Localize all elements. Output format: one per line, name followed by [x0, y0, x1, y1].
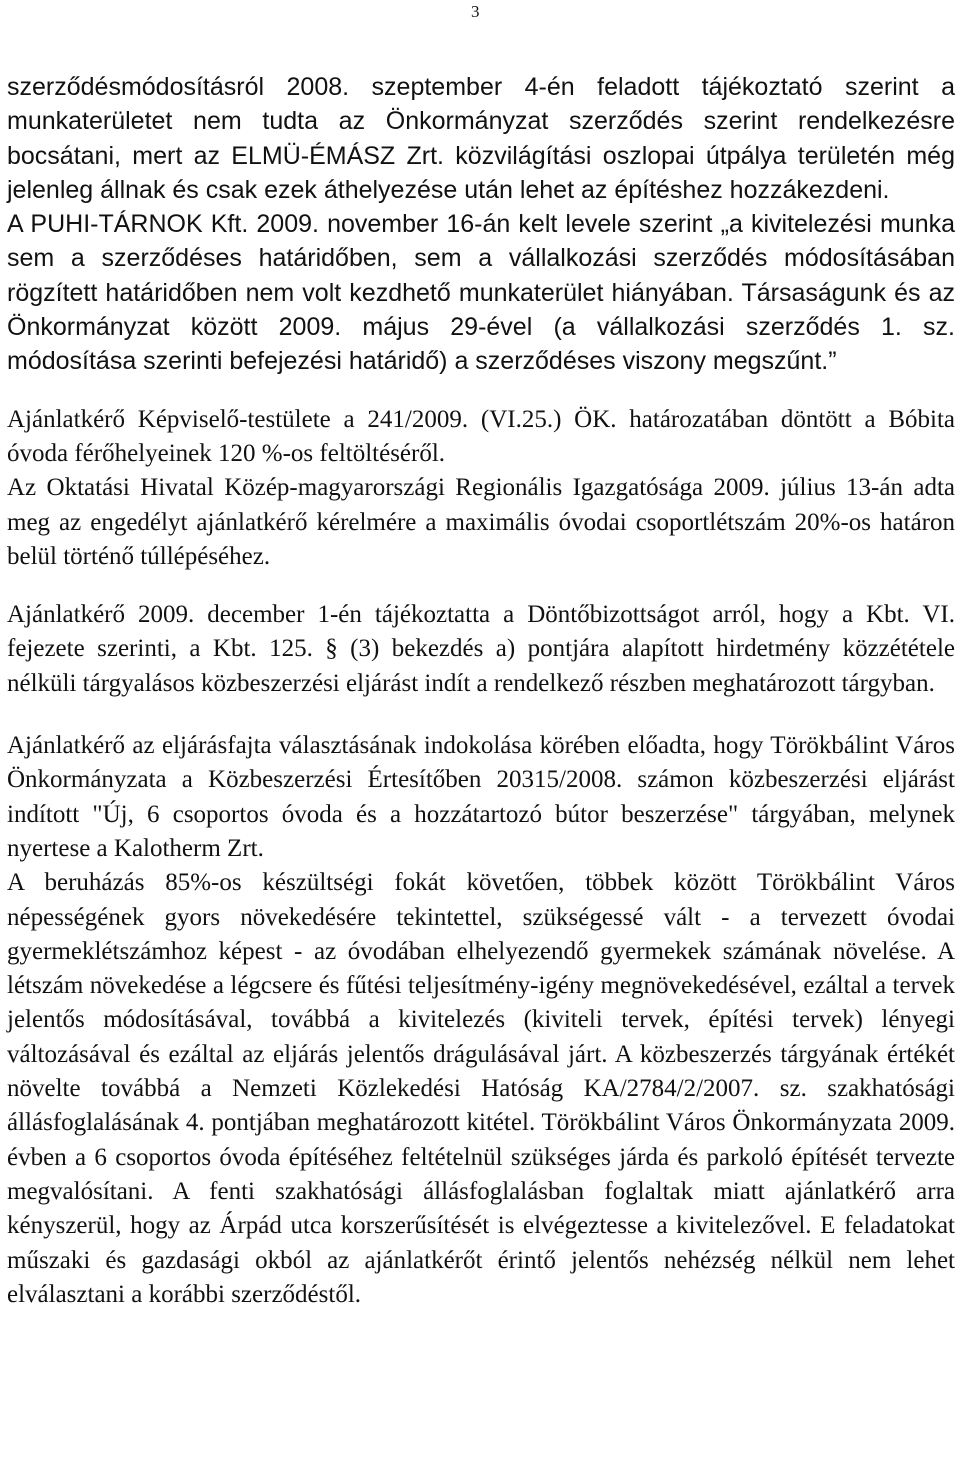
document-body: [7, 70, 955, 1312]
paragraph-investment-details: A beruházás 85%-os készültségi fokát követően, többek között Törökbálint Város népességének gyors növekedésére tekintettel, szükségessé vált - a tervezett óvodai gyermeklétszámhoz képest - az óvodában elhelyezendő gyermekek számának növelése. A létszám növekedése a légcsere és fűtési teljesítmény-igény megnövekedésével, ezáltal a tervek jelentős módosításával, továbbá a kivitelezés (kiviteli tervek, építési tervek) lényegi változásával és ezáltal az eljárás jelentős drágulásával járt. A közbeszerzés tárgyának értékét növelte továbbá a Nemzeti Közlekedési Hatóság KA/2784/2/2007. sz. szakhatósági állásfoglalásának 4. pontjában meghatározott kitétel. Törökbálint Város Önkormányzata 2009. évben a 6 csoportos óvoda építéséhez feltételnül szükséges járda és parkoló építését tervezte megvalósítani. A fenti szakhatósági állásfoglalásban foglaltak miatt ajánlatkérő arra kényszerül, hogy az Árpád utca korszerűsítését is elvégeztesse a kivitelezővel. E feladatokat műszaki és gazdasági okból az ajánlatkérőt érintő jelentős nehézség nélkül nem lehet elválasztani a korábbi szerződéstől.: [7, 869, 955, 1308]
paragraph-education-office-permit: Az Oktatási Hivatal Közép-magyarországi Regionális Igazgatósága 2009. július 13-án adta meg az engedélyt ajánlatkérő kérelmére a maximális óvodai csoportlétszám 20%-os határon belül történő túllépéséhez.: [7, 474, 955, 570]
paragraph-puhi-tarnok-letter: A PUHI-TÁRNOK Kft. 2009. november 16-án kelt levele szerint „a kivitelezési munka sem a szerződéses határidőben, sem a vállalkozási szerződés módosításában rögzített határidőben nem volt kezdhető munkaterület hiányában. Társaságunk és az Önkormányzat között 2009. május 29-ével (a vállalkozási szerződés 1. sz. módosítása szerinti befejezési határidő) a szerződéses viszony megszűnt.”: [7, 210, 955, 376]
paragraph-contract-modification: szerződésmódosításról 2008. szeptember 4-én feladott tájékoztató szerint a munkaterületet nem tudta az Önkormányzat szerződés szerint rendelkezésre bocsátani, mert az ELMÜ-ÉMÁSZ Zrt. közvilágítási oszlopai útpálya területén még jelenleg állnak és csak ezek áthelyezése után lehet az építéshez hozzákezdeni.: [7, 73, 955, 204]
paragraph-procedure-notice: Ajánlatkérő 2009. december 1-én tájékoztatta a Döntőbizottságot arról, hogy a Kbt. VI. fejezete szerinti, a Kbt. 125. § (3) bekezdés a) pontjára alapított hirdetmény közzététele nélküli tárgyalásos közbeszerzési eljárást indít a rendelkező részben meghatározott tárgyban.: [7, 601, 955, 697]
page-number: 3: [471, 2, 480, 21]
paragraph-council-decision: Ajánlatkérő Képviselő-testülete a 241/2009. (VI.25.) ÖK. határozatában döntött a Bóbita óvoda férőhelyeinek 120 %-os feltöltéséről.: [7, 405, 955, 467]
paragraph-procedure-justification: Ajánlatkérő az eljárásfajta választásának indokolása körében előadta, hogy Törökbálint Város Önkormányzata a Közbeszerzési Értesítőben 20315/2008. számon közbeszerzési eljárást indított "Új, 6 csoportos óvoda és a hozzátartozó bútor beszerzése" tárgyában, melynek nyertese a Kalotherm Zrt.: [7, 732, 955, 862]
